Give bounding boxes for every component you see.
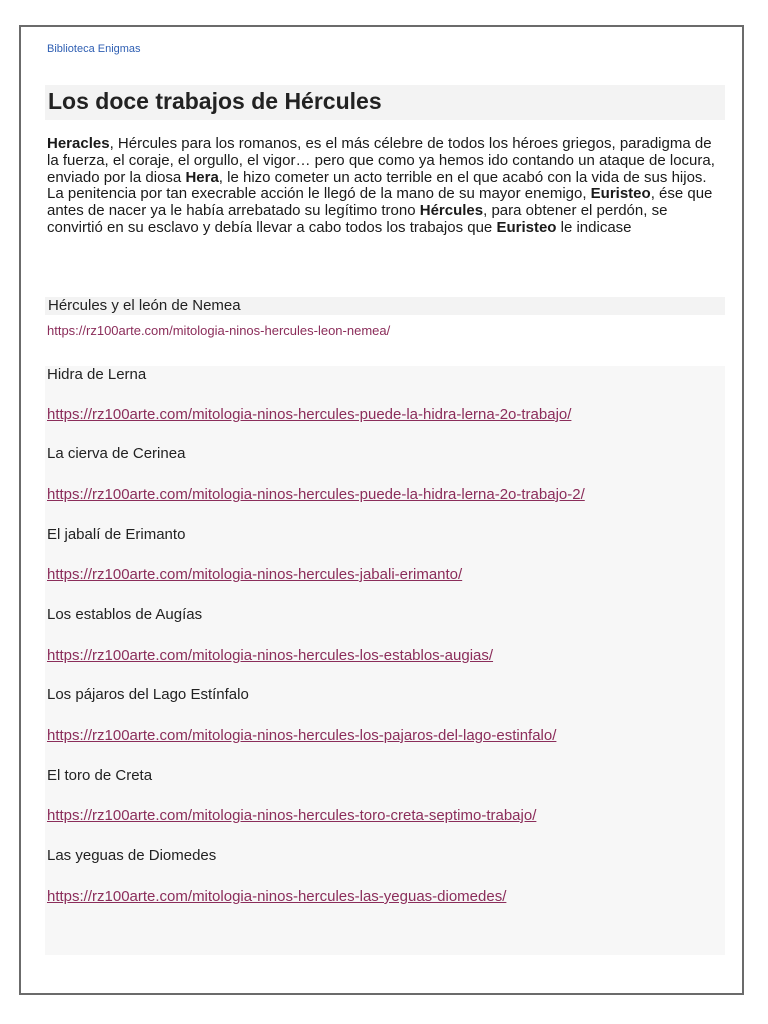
title-box xyxy=(45,85,725,120)
intro-text: , ése que antes de nacer ya le había arrebatado su legítimo trono xyxy=(47,185,713,220)
labor-link[interactable]: https://rz100arte.com/mitologia-ninos-hercules-toro-creta-septimo-trabajo/ xyxy=(47,807,537,824)
intro-bold-text: Euristeo xyxy=(496,218,557,236)
labor-title: Los pájaros del Lago Estínfalo xyxy=(47,686,249,703)
intro-bold-text: Hera xyxy=(185,168,219,186)
site-name-link[interactable]: Biblioteca Enigmas xyxy=(47,43,141,55)
link-lion-nemea[interactable]: https://rz100arte.com/mitologia-ninos-hercules-leon-nemea/ xyxy=(47,323,391,338)
document-page xyxy=(19,25,744,995)
labors-list xyxy=(45,366,725,955)
labor-title: Las yeguas de Diomedes xyxy=(47,847,217,864)
intro-text: , para obtener el perdón, se convirtió en su esclavo y debía llevar a cabo todos los trabajos que xyxy=(47,202,668,236)
intro-bold-text: Heracles xyxy=(47,135,110,152)
labor-link[interactable]: https://rz100arte.com/mitologia-ninos-hercules-puede-la-hidra-lerna-2o-trabajo-2/ xyxy=(47,486,585,503)
intro-text: , Hércules para los romanos, es el más célebre de todos los héroes griegos, paradigma de la fuerza, el coraje, el orgullo, el vigor… pero que como ya hemos ido contando un ataque de locura, enviado por la diosa xyxy=(47,135,715,186)
labor-link[interactable]: https://rz100arte.com/mitologia-ninos-hercules-los-establos-augias/ xyxy=(47,647,494,664)
labor-title: El jabalí de Erimanto xyxy=(47,526,186,543)
labor-link[interactable]: https://rz100arte.com/mitologia-ninos-hercules-jabali-erimanto/ xyxy=(47,566,463,583)
labor-title: El toro de Creta xyxy=(47,767,153,784)
intro-text: le indicase xyxy=(556,218,632,236)
labor-link[interactable]: https://rz100arte.com/mitologia-ninos-hercules-las-yeguas-diomedes/ xyxy=(47,888,507,905)
labor-title: Los establos de Augías xyxy=(47,606,203,623)
intro-paragraph xyxy=(47,136,722,237)
labor-title: Hidra de Lerna xyxy=(47,366,147,383)
labor-link[interactable]: https://rz100arte.com/mitologia-ninos-hercules-puede-la-hidra-lerna-2o-trabajo/ xyxy=(47,406,572,423)
intro-bold-text: Euristeo xyxy=(590,185,651,203)
labor-title: La cierva de Cerinea xyxy=(47,445,186,462)
labor-link[interactable]: https://rz100arte.com/mitologia-ninos-hercules-los-pajaros-del-lago-estinfalo/ xyxy=(47,727,557,744)
intro-bold-text: Hércules xyxy=(419,202,484,220)
page-title: Los doce trabajos de Hércules xyxy=(48,88,382,114)
section-lion-nemea xyxy=(45,297,725,315)
section-title-lion-nemea: Hércules y el león de Nemea xyxy=(48,297,241,314)
intro-text: , le hizo cometer un acto terrible en el que acabó con la vida de sus hijos. La penitencia por tan execrable acción le llegó de la mano de su mayor enemigo, xyxy=(47,168,707,203)
